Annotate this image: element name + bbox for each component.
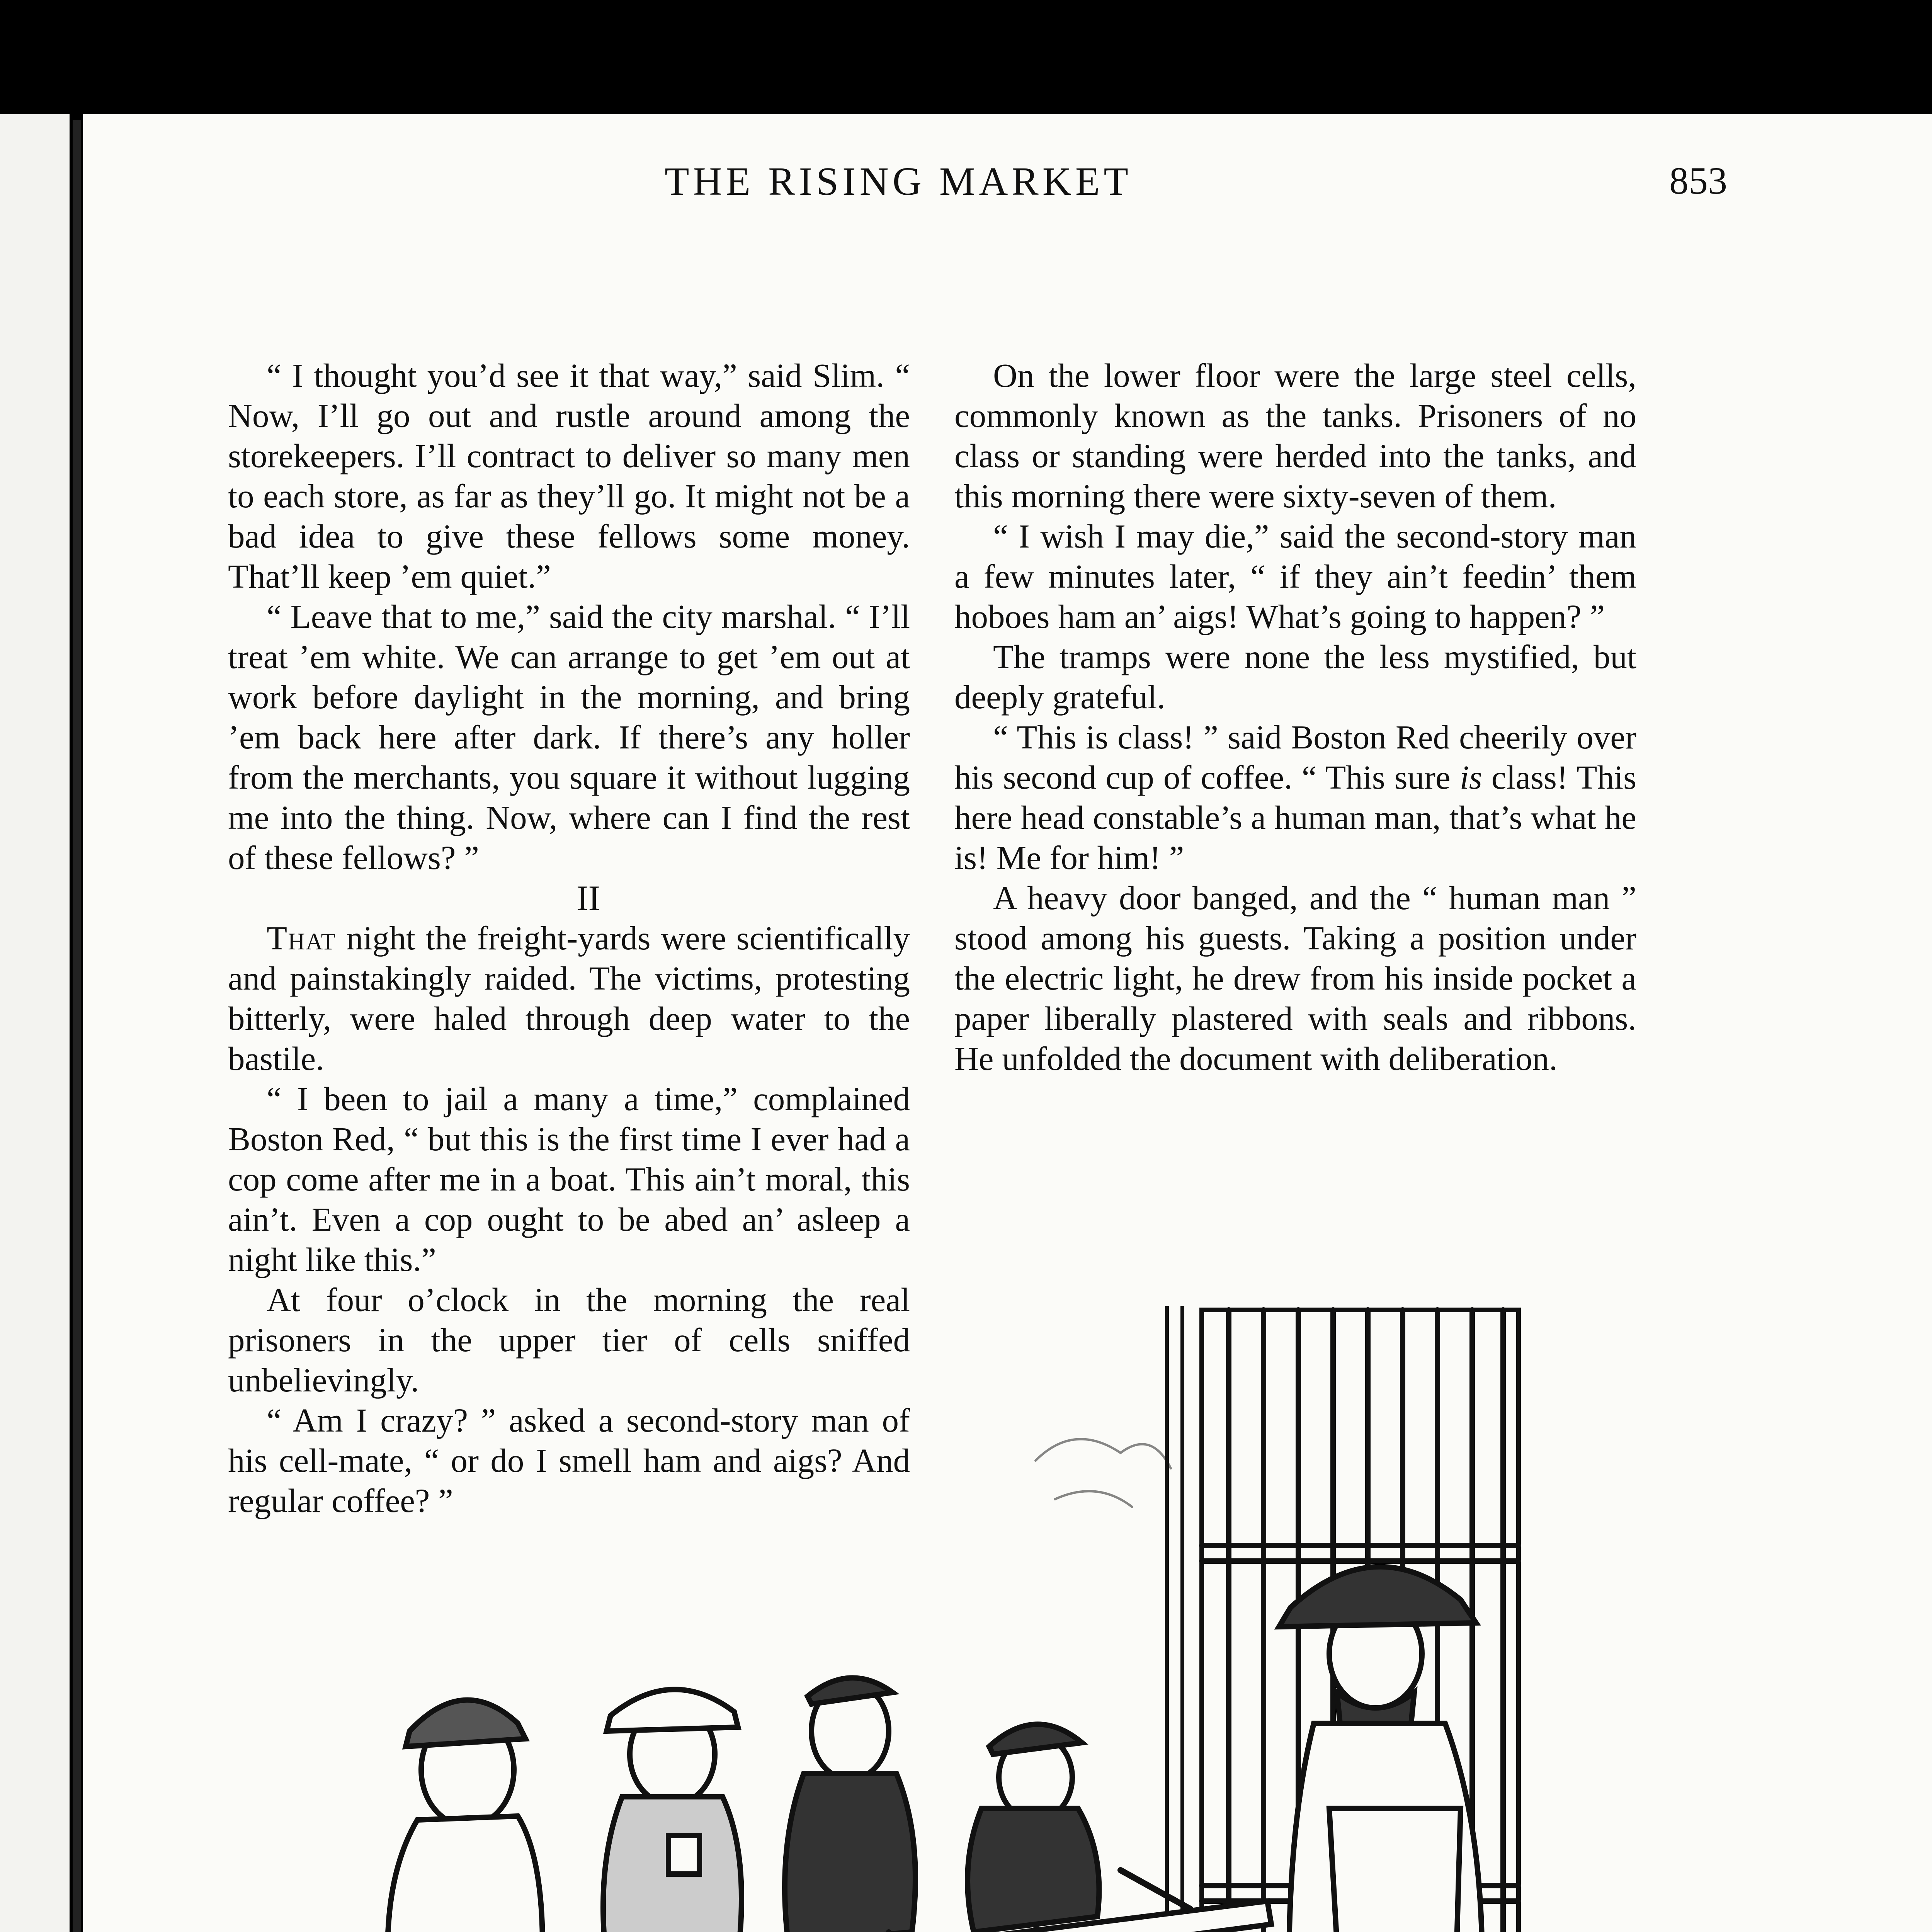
emphasis: is [1459,759,1482,796]
running-title: THE RISING MARKET [665,159,1132,204]
paragraph: “ Am I crazy? ” asked a second-story man of his cell-mate, “ or do I smell ham and aigs? And regular coffee? ” [228,1401,910,1519]
diners [388,1678,1132,1932]
page-gutter [73,120,81,1932]
paragraph [954,717,1636,878]
paragraph: “ I been to jail a many a time,” complained Boston Red, “ but this is the first time I ever had a cop come after me in a boat. This ain’t moral, this ain’t. Even a cop ought to be abed an’ asleep a night like this.” [228,1080,910,1278]
waiter [1090,1567,1484,1932]
facing-page-edge [0,114,70,1932]
paragraph: The tramps were none the less mystified, but deeply grateful. [954,638,1636,716]
steam-cloud [1036,1439,1171,1507]
paragraph [228,918,910,1079]
section-number: II [576,878,600,918]
paragraph: “ I thought you’d see it that way,” said Slim. “ Now, I’ll go out and rustle around among the storekeepers. I’ll contract to deliver so many men to each store, as far as they’ll go. It might not be a bad idea to give these fellows some money. That’ll keep ’em quiet.” [228,357,910,595]
paragraph-text: night the freight-yards were scientifically and painstakingly raided. The victims, protesting bitterly, were haled through deep water to the bastile. [228,919,910,1077]
paragraph-text: “ This is class! ” said Boston Red cheerily over his second cup of coffee. “ This sure [954,718,1636,796]
paragraph-text: class! This here head constable’s a human man, that’s what he is! Me for him! ” [954,759,1636,876]
right-text-column [954,355,1636,1079]
page-number: 853 [1669,159,1727,202]
paragraph: A heavy door banged, and the “ human man ” stood among his guests. Taking a position under the electric light, he drew from his inside pocket a paper liberally plastered with seals and ribbons. He unfolded the document with deliberation. [954,879,1636,1077]
paragraph: At four o’clock in the morning the real prisoners in the upper tier of cells sniffed unbelievingly. [228,1281,910,1399]
jail-breakfast-illustration [301,1306,1700,1932]
paragraph: “ Leave that to me,” said the city marshal. “ I’ll treat ’em white. We can arrange to get ’em out at work before daylight in the morning, and bring ’em back here after dark. If there’s any holler from the merchants, you square it without lugging me into the thing. Now, where can I find the rest of these fellows? ” [228,598,910,876]
paragraph: “ I wish I may die,” said the second-story man a few minutes later, “ if they ain’t feedin’ them hoboes ham an’ aigs! What’s going to happen? ” [954,517,1636,635]
paragraph: On the lower floor were the large steel cells, commonly known as the tanks. Prisoners of no class or standing were herded into the tanks, and this morning there were sixty-seven of them. [954,357,1636,515]
paragraph-lead-word: That [267,919,336,957]
